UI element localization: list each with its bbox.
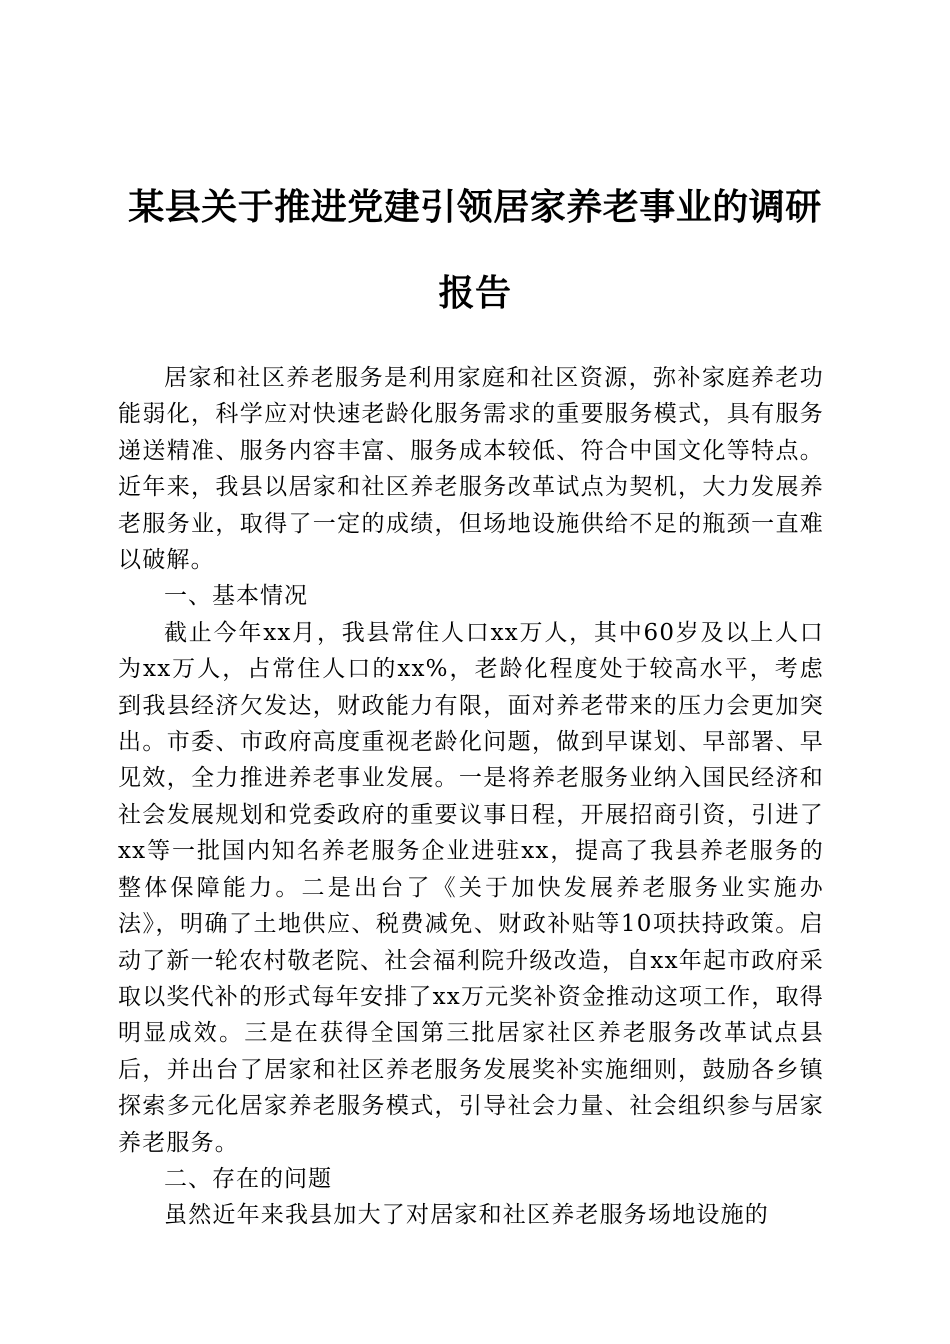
existing-problems-paragraph: 虽然近年来我县加大了对居家和社区养老服务场地设施的 — [164, 1202, 769, 1229]
basic-situation-paragraph: 截止今年xx月，我县常住人口xx万人，其中60岁及以上人口为xx万人，占常住人口的xx%，老龄化程度处于较高水平，考虑到我县经济欠发达，财政能力有限，面对养老带来的压力会更加突出。市委、市政府高度重视老龄化问题，做到早谋划、早部署、早见效，全力推进养老事业发展。一是将养老服务业纳入国民经济和社会发展规划和党委政府的重要议事日程，开展招商引资，引进了xx等一批国内知名养老服务企业进驻xx，提高了我县养老服务的整体保障能力。二是出台了《关于加快发展养老服务业实施办法》，明确了土地供应、税费减免、财政补贴等10项扶持政策。启动了新一轮农村敬老院、社会福利院升级改造，自xx年起市政府采取以奖代补的形式每年安排了xx万元奖补资金推动这项工作，取得明显成效。三是在获得全国第三批居家社区养老服务改革试点县后，并出台了居家和社区养老服务发展奖补实施细则，鼓励各乡镇探索多元化居家养老服务模式，引导社会力量、社会组织参与居家养老服务。 — [118, 619, 824, 1156]
document-title: 某县关于推进党建引领居家养老事业的调研报告 — [128, 187, 822, 314]
section-heading-existing-problems: 二、存在的问题 — [164, 1165, 332, 1192]
section-heading-basic-situation: 一、基本情况 — [164, 583, 308, 610]
document-body — [118, 360, 824, 1234]
intro-paragraph: 居家和社区养老服务是利用家庭和社区资源，弥补家庭养老功能弱化，科学应对快速老龄化服务需求的重要服务模式，具有服务递送精准、服务内容丰富、服务成本较低、符合中国文化等特点。近年来，我县以居家和社区养老服务改革试点为契机，大力发展养老服务业，取得了一定的成绩，但场地设施供给不足的瓶颈一直难以破解。 — [118, 365, 824, 574]
